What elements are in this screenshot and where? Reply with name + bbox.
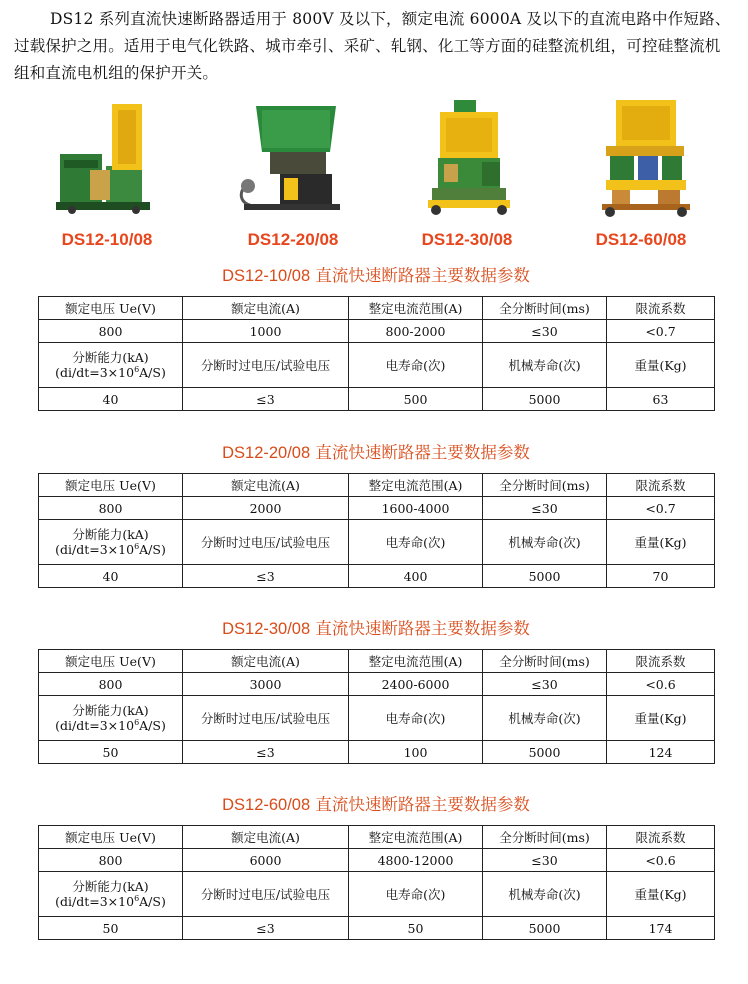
header-cell: 额定电流(A) bbox=[183, 650, 349, 673]
header-cell: 额定电流(A) bbox=[183, 474, 349, 497]
value-cell: 5000 bbox=[483, 741, 607, 764]
breaker-photo-ds12-60 bbox=[566, 96, 716, 226]
spec-table bbox=[38, 296, 715, 411]
table-row bbox=[39, 917, 715, 940]
header-cell: 全分断时间(ms) bbox=[483, 297, 607, 320]
header-cell: 机械寿命(次) bbox=[483, 520, 607, 565]
value-cell: 5000 bbox=[483, 565, 607, 588]
header-cell: 额定电流(A) bbox=[183, 297, 349, 320]
header-cell: 分断时过电压/试验电压 bbox=[183, 520, 349, 565]
table-row bbox=[39, 673, 715, 696]
header-cell: 电寿命(次) bbox=[349, 343, 483, 388]
header-cell: 额定电流(A) bbox=[183, 826, 349, 849]
table-row bbox=[39, 388, 715, 411]
header-cell: 分断时过电压/试验电压 bbox=[183, 696, 349, 741]
section-title: DS12-20/08 直流快速断路器主要数据参数 bbox=[222, 443, 530, 462]
value-cell: <0.6 bbox=[607, 849, 715, 872]
header-cell: 重量(Kg) bbox=[607, 343, 715, 388]
header-cell: 额定电压 Ue(V) bbox=[39, 826, 183, 849]
header-cell: 重量(Kg) bbox=[607, 696, 715, 741]
header-cell: 整定电流范围(A) bbox=[349, 474, 483, 497]
header-cell: 机械寿命(次) bbox=[483, 872, 607, 917]
spec-table bbox=[38, 825, 715, 940]
header-cell: 电寿命(次) bbox=[349, 696, 483, 741]
value-cell: 1600-4000 bbox=[349, 497, 483, 520]
value-cell: <0.7 bbox=[607, 497, 715, 520]
value-cell: <0.7 bbox=[607, 320, 715, 343]
header-cell: 重量(Kg) bbox=[607, 520, 715, 565]
value-cell: 2400-6000 bbox=[349, 673, 483, 696]
product-item bbox=[208, 96, 378, 256]
spec-section bbox=[38, 793, 714, 940]
spec-section bbox=[38, 441, 714, 588]
value-cell: 50 bbox=[349, 917, 483, 940]
product-label: DS12-10/08 bbox=[61, 230, 153, 249]
header-cell: 额定电压 Ue(V) bbox=[39, 297, 183, 320]
value-cell: 5000 bbox=[483, 388, 607, 411]
table-row bbox=[39, 497, 715, 520]
section-title: DS12-30/08 直流快速断路器主要数据参数 bbox=[222, 619, 530, 638]
header-cell: 分断时过电压/试验电压 bbox=[183, 872, 349, 917]
product-gallery bbox=[0, 96, 748, 256]
value-cell: <0.6 bbox=[607, 673, 715, 696]
section-title: DS12-10/08 直流快速断路器主要数据参数 bbox=[222, 266, 530, 285]
header-cell: 重量(Kg) bbox=[607, 872, 715, 917]
header-cell: 机械寿命(次) bbox=[483, 696, 607, 741]
header-cell: 电寿命(次) bbox=[349, 520, 483, 565]
header-cell: 限流系数 bbox=[607, 474, 715, 497]
value-cell: 5000 bbox=[483, 917, 607, 940]
header-cell: 全分断时间(ms) bbox=[483, 474, 607, 497]
value-cell: 50 bbox=[39, 741, 183, 764]
value-cell: 50 bbox=[39, 917, 183, 940]
product-item bbox=[22, 96, 192, 256]
value-cell: 100 bbox=[349, 741, 483, 764]
value-cell: 174 bbox=[607, 917, 715, 940]
table-row bbox=[39, 343, 715, 388]
header-cell: 全分断时间(ms) bbox=[483, 826, 607, 849]
value-cell: 400 bbox=[349, 565, 483, 588]
table-row bbox=[39, 849, 715, 872]
table-row bbox=[39, 650, 715, 673]
table-row bbox=[39, 826, 715, 849]
table-row bbox=[39, 696, 715, 741]
value-cell: ≤3 bbox=[183, 741, 349, 764]
value-cell: 800 bbox=[39, 849, 183, 872]
header-cell: 限流系数 bbox=[607, 297, 715, 320]
value-cell: 40 bbox=[39, 565, 183, 588]
value-cell: 4800-12000 bbox=[349, 849, 483, 872]
value-cell: ≤3 bbox=[183, 388, 349, 411]
spec-section bbox=[38, 264, 714, 411]
table-row bbox=[39, 320, 715, 343]
value-cell: ≤30 bbox=[483, 320, 607, 343]
header-cell: 机械寿命(次) bbox=[483, 343, 607, 388]
value-cell: 6000 bbox=[183, 849, 349, 872]
header-cell: 限流系数 bbox=[607, 826, 715, 849]
header-cell: 电寿命(次) bbox=[349, 872, 483, 917]
header-cell: 整定电流范围(A) bbox=[349, 297, 483, 320]
value-cell: ≤30 bbox=[483, 497, 607, 520]
value-cell: 70 bbox=[607, 565, 715, 588]
table-row bbox=[39, 474, 715, 497]
product-label: DS12-20/08 bbox=[247, 230, 339, 249]
header-cell: 额定电压 Ue(V) bbox=[39, 474, 183, 497]
section-title: DS12-60/08 直流快速断路器主要数据参数 bbox=[222, 795, 530, 814]
spec-table bbox=[38, 473, 715, 588]
table-row bbox=[39, 741, 715, 764]
value-cell: ≤30 bbox=[483, 673, 607, 696]
value-cell: 800 bbox=[39, 673, 183, 696]
header-cell: 整定电流范围(A) bbox=[349, 826, 483, 849]
header-cell: 全分断时间(ms) bbox=[483, 650, 607, 673]
value-cell: 2000 bbox=[183, 497, 349, 520]
breaker-photo-ds12-20 bbox=[218, 96, 368, 226]
header-cell: 额定电压 Ue(V) bbox=[39, 650, 183, 673]
product-item bbox=[556, 96, 726, 256]
spec-section bbox=[38, 617, 714, 764]
value-cell: ≤30 bbox=[483, 849, 607, 872]
value-cell: 3000 bbox=[183, 673, 349, 696]
spec-table bbox=[38, 649, 715, 764]
header-cell: 分断能力(kA) $(di/dt=3\times 10^6A/S)$ bbox=[39, 343, 183, 388]
product-label: DS12-60/08 bbox=[595, 230, 687, 249]
header-cell: 分断时过电压/试验电压 bbox=[183, 343, 349, 388]
header-cell: 分断能力(kA) $(di/dt=3\times 10^6A/S)$ bbox=[39, 696, 183, 741]
table-row bbox=[39, 297, 715, 320]
value-cell: 63 bbox=[607, 388, 715, 411]
value-cell: 800 bbox=[39, 320, 183, 343]
table-row bbox=[39, 520, 715, 565]
intro-paragraph: DS12 系列直流快速断路器适用于 800V 及以下，额定电流 6000A 及以下的直流电路中作短路、过载保护之用。适用于电气化铁路、城市牵引、采矿、轧钢、化工等方面的硅整流机组，可控硅整流机组和直流电机组的保护开关。 bbox=[14, 10, 731, 82]
breaker-photo-ds12-10 bbox=[32, 96, 182, 226]
table-row bbox=[39, 565, 715, 588]
value-cell: 800 bbox=[39, 497, 183, 520]
value-cell: 40 bbox=[39, 388, 183, 411]
header-cell: 分断能力(kA) $(di/dt=3\times 10^6A/S)$ bbox=[39, 520, 183, 565]
value-cell: 124 bbox=[607, 741, 715, 764]
product-item bbox=[382, 96, 552, 256]
value-cell: ≤3 bbox=[183, 565, 349, 588]
value-cell: 800-2000 bbox=[349, 320, 483, 343]
table-row bbox=[39, 872, 715, 917]
header-cell: 限流系数 bbox=[607, 650, 715, 673]
value-cell: 500 bbox=[349, 388, 483, 411]
header-cell: 整定电流范围(A) bbox=[349, 650, 483, 673]
header-cell: 分断能力(kA) $(di/dt=3\times 10^6A/S)$ bbox=[39, 872, 183, 917]
breaker-photo-ds12-30 bbox=[392, 96, 542, 226]
value-cell: 1000 bbox=[183, 320, 349, 343]
product-label: DS12-30/08 bbox=[421, 230, 513, 249]
value-cell: ≤3 bbox=[183, 917, 349, 940]
